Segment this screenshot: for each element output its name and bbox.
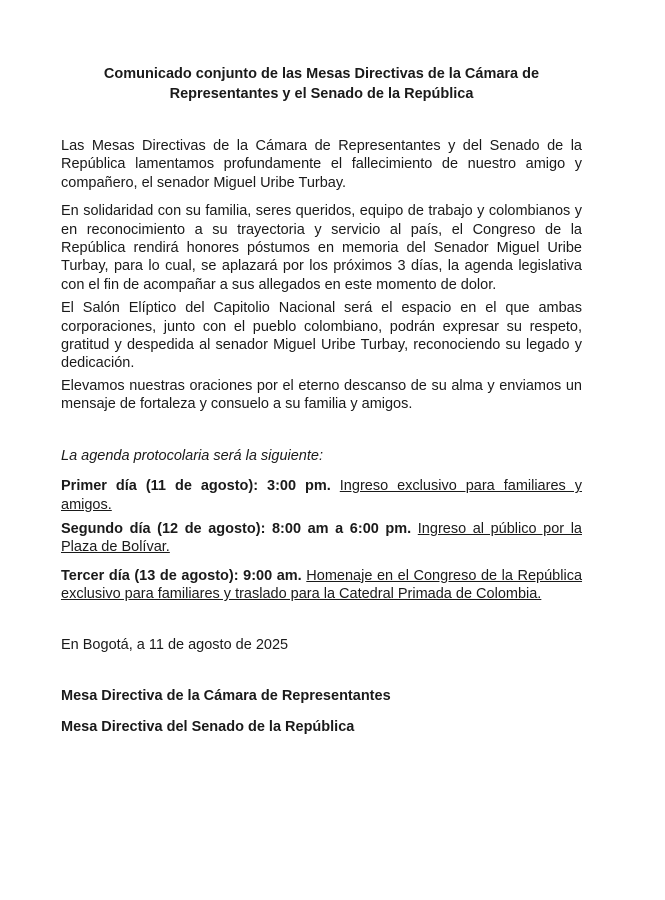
agenda-day1-detail: Ingreso exclusivo para familiares y amigos. xyxy=(61,478,582,513)
agenda-intro: La agenda protocolaria será la siguiente: xyxy=(61,447,323,464)
agenda-day2-lead: Segundo día (12 de agosto): 8:00 am a 6:00 pm. xyxy=(61,520,412,537)
paragraph-condolence: Las Mesas Directivas de la Cámara de Representantes y del Senado de la República lamentamos profundamente el fallecimiento de nuestro amigo y compañero, el senador Miguel Uribe Turbay. xyxy=(61,138,582,191)
agenda-item-day3 xyxy=(61,567,582,604)
agenda-day2-detail: Ingreso al público por la Plaza de Bolívar. xyxy=(61,520,582,556)
signature-camara: Mesa Directiva de la Cámara de Representantes xyxy=(61,687,391,704)
paragraph-honors: En solidaridad con su familia, seres queridos, equipo de trabajo y colombianos y en reconocimiento a su trayectoria y servicio al país, el Congreso de la República rendirá honores póstumos en memoria del Senador Miguel Uribe Turbay, para lo cual, se aplazará por los próximos 3 días, la agenda legislativa con el fin de acompañar a sus allegados en este momento de dolor. xyxy=(61,203,582,293)
document-title: Comunicado conjunto de las Mesas Directivas de la Cámara de Representantes y el Senado de la República xyxy=(103,66,540,102)
agenda-item-day2 xyxy=(61,520,582,557)
date-line: En Bogotá, a 11 de agosto de 2025 xyxy=(61,636,289,653)
agenda-day3-detail: Homenaje en el Congreso de la República exclusivo para familiares y traslado para la Catedral Primada de Colombia. xyxy=(61,567,583,603)
signature-senado: Mesa Directiva del Senado de la República xyxy=(61,719,355,736)
paragraph-salon-eliptico: El Salón Elíptico del Capitolio Nacional será el espacio en el que ambas corporaciones, junto con el pueblo colombiano, podrán expresar su respeto, gratitud y despedida al senador Miguel Uribe Turbay, reconociendo su legado y dedicación. xyxy=(61,300,582,372)
agenda-day3-lead: Tercer día (13 de agosto): 9:00 am. xyxy=(61,567,302,584)
agenda-item-day1 xyxy=(61,477,582,514)
agenda-day1-lead: Primer día (11 de agosto): 3:00 pm. xyxy=(61,478,331,495)
paragraph-oraciones: Elevamos nuestras oraciones por el eterno descanso de su alma y enviamos un mensaje de fortaleza y consuelo a su familia y amigos. xyxy=(61,377,582,413)
